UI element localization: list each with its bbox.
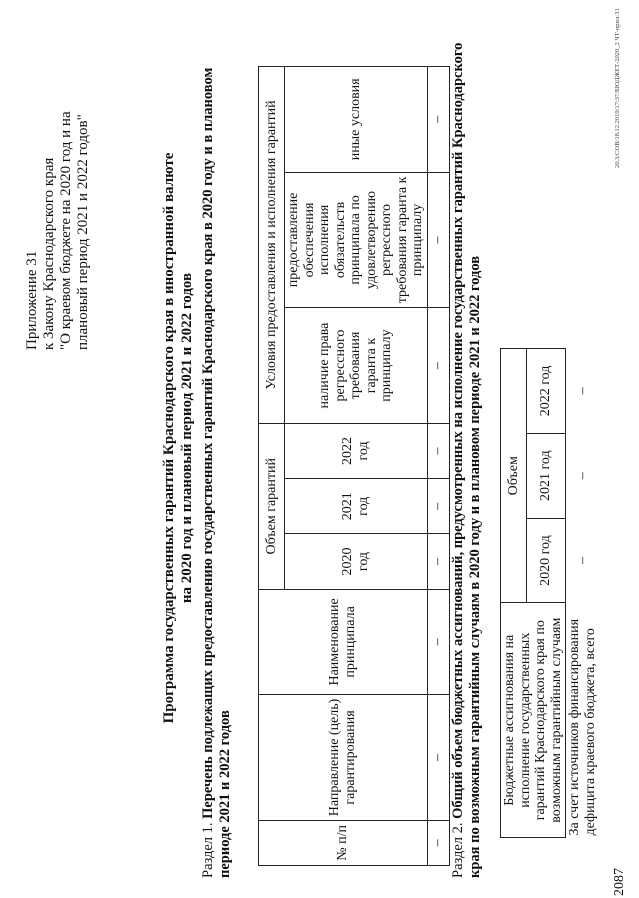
col-header-volume: Объем гарантий (259, 423, 285, 589)
section2-prefix: Раздел 2. (450, 822, 466, 878)
col-header-2022: 2022 год (526, 349, 565, 434)
table-cell: – (427, 423, 449, 478)
section1-prefix: Раздел 1. (200, 822, 216, 878)
col-header-allocations: Бюджетные ассигнования на исполнение государственных гарантий Краснодарского края по возможным гарантийным случаям (501, 603, 566, 838)
table-cell: – (575, 472, 590, 480)
section2-heading (450, 18, 484, 878)
col-header-2020: 2020 год (285, 534, 428, 589)
row-label-total: За счет источников финансирования дефицита краевого бюджета, всего (567, 618, 598, 836)
col-header-other: иные условия (285, 67, 428, 173)
table-cell: – (427, 308, 449, 424)
appendix-line: "О краевом бюджете на 2020 год и на (58, 111, 74, 350)
section2-title: Общий объем бюджетных ассигнований, предусмотренных на исполнение государственных гарантий Краснодарского края по возможным гарантийным случаям в 2020 году и в плановом периоде 2021 и 2022 годов (450, 42, 483, 878)
table-cell: – (427, 534, 449, 589)
appendix-line: плановый период 2021 и 2022 годов" (75, 114, 91, 350)
guarantees-table (258, 66, 450, 866)
appendix-line: Приложение 31 (24, 250, 40, 350)
document-title (160, 138, 196, 738)
table-cell: – (427, 695, 449, 821)
section1-heading (200, 18, 234, 878)
title-line: Программа государственных гарантий Краснодарского края в иностранной валюте (161, 152, 177, 724)
col-header-regress: наличие права регрессного требования гаранта к принципалу (285, 308, 428, 424)
col-header-principal: Наименование принципала (259, 589, 428, 695)
document-stamp: 20.3/СОВ/18.12.2019/17:37/БЮДЖЕТ-2020_2 ЧТ-прил-31 (614, 8, 621, 168)
table-cell: – (427, 172, 449, 308)
col-header-2020: 2020 год (526, 518, 565, 603)
appendix-line: к Закону Краснодарского края (41, 157, 57, 350)
table-cell: – (427, 479, 449, 534)
col-header-2021: 2021 год (526, 433, 565, 518)
allocations-table (500, 348, 600, 838)
col-header-2021: 2021 год (285, 479, 428, 534)
table-cell: – (575, 557, 590, 565)
col-header-security: предоставление обеспечения исполнения обязательств принципала по удовлетворению регрессного требования гаранта к принципалу (285, 172, 428, 308)
col-header-direction: Направление (цель) гарантирования (259, 695, 428, 821)
col-header-volume: Объем (501, 349, 527, 603)
page-number: 2087 (612, 868, 627, 896)
appendix-header (24, 30, 92, 350)
col-header-2022: 2022 год (285, 423, 428, 478)
col-header-conditions: Условия предоставления и исполнения гарантий (259, 67, 285, 424)
table-cell: – (427, 589, 449, 695)
title-line: на 2020 год и плановый период 2021 и 2022 годов (179, 272, 195, 604)
table-cell: – (427, 820, 449, 865)
section1-title: Перечень подлежащих предоставлению государственных гарантий Краснодарского края в 2020 году и в плановом периоде 2021 и 2022 годов (200, 67, 233, 878)
table-cell: – (427, 67, 449, 173)
table-cell: – (575, 387, 590, 395)
col-header-no: № п/п (259, 820, 428, 865)
